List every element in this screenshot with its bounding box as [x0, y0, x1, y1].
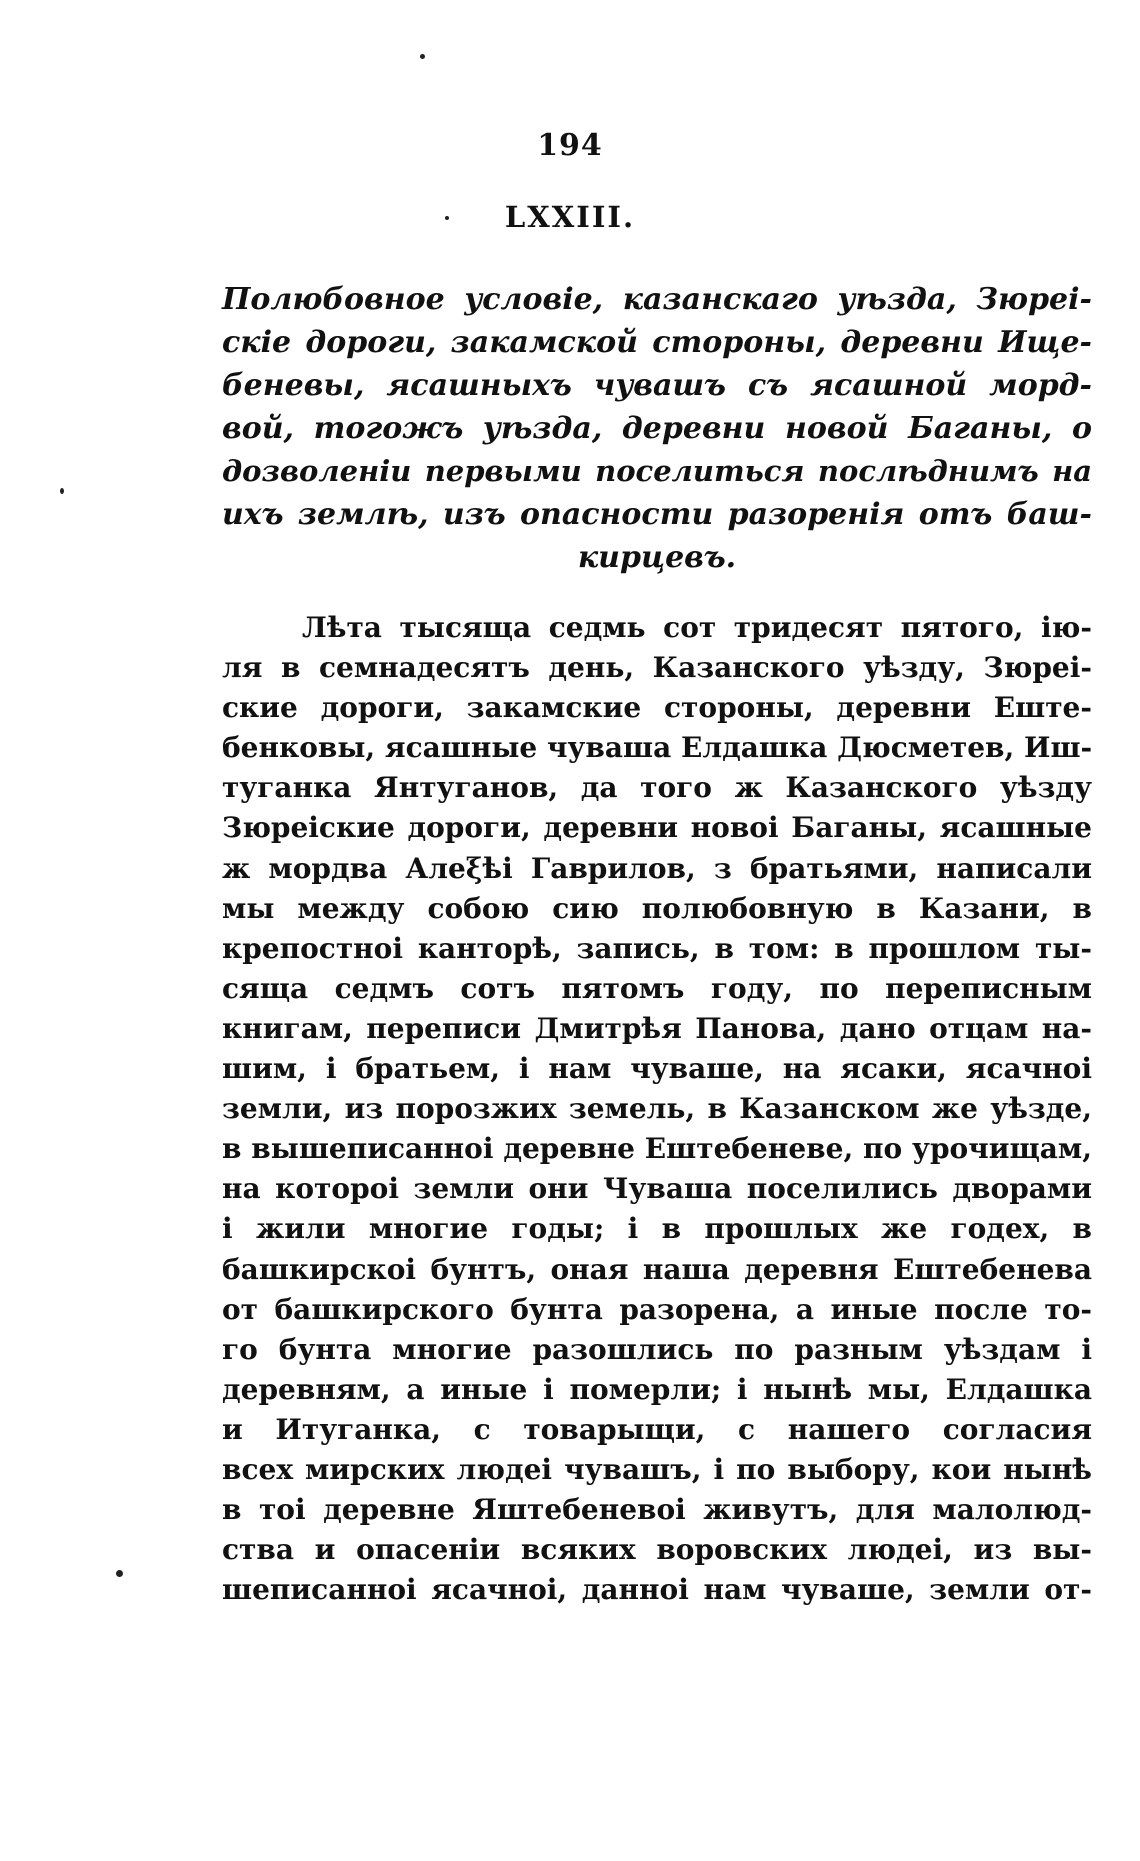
body-text — [222, 608, 1092, 1610]
body-line: в вышеписанноі деревне Ештебеневе, по урочищам, — [222, 1132, 1092, 1166]
heading-line: Полюбовное условіе, казанскаго уѣзда, Зюреі- — [222, 282, 1092, 317]
body-line: мы между собою сию полюбовную в Казани, в — [222, 891, 1092, 925]
body-line: ля в семнадесятъ день, Казанского уѣзду, Зюреі- — [222, 651, 1092, 685]
body-line: го бунта многие разошлись по разным уѣздам і — [222, 1332, 1092, 1366]
body-line: ские дороги, закамские стороны, деревни Ештe- — [222, 691, 1092, 725]
body-line: Лѣта тысяща седмь сот тридесят пятого, ію- — [302, 611, 1092, 644]
body-line: туганка Янтуганов, да того ж Казанского уѣзду — [222, 771, 1092, 805]
body-line: ства и опасенiи всяких воровских людеі, из вы- — [222, 1533, 1092, 1567]
heading-line: беневы, ясашныхъ чувашъ съ ясашной морд- — [222, 368, 1092, 403]
body-line: крепостноі канторѣ, запись, в том: в прошлом ты- — [222, 931, 1092, 965]
body-line: ж мордва Алеξѣі Гаврилов, з братьями, написали — [222, 851, 1092, 885]
heading-line: кирцевъ. — [577, 540, 737, 575]
page-number: 194 — [537, 128, 603, 163]
body-line: в тоі деревне Яштебеневоі живутъ, для малолюд- — [222, 1493, 1092, 1527]
body-line: шим, і братьем, і нам чуваше, на ясаки, ясачноі — [222, 1052, 1092, 1086]
heading-line: вой, тогожъ уѣзда, деревни новой Баганы, о — [222, 411, 1092, 446]
body-line: и Итуганка, с товарыщи, с нашего согласия — [222, 1412, 1092, 1446]
body-line: земли, из порозжих земель, в Казанском же уѣзде, — [222, 1092, 1092, 1126]
body-line: на которoі земли они Чуваша поселились дворами — [222, 1172, 1092, 1206]
body-line: шеписанноі ясачноі, данноі нам чуваше, земли от- — [222, 1573, 1092, 1607]
document-heading — [222, 278, 1092, 579]
body-line: от башкирского бунта разорена, а иные после то- — [222, 1292, 1092, 1326]
scan-speck — [116, 1570, 123, 1577]
heading-line: дозволеніи первыми поселиться послѣднимъ на — [222, 454, 1092, 488]
body-line: сяща седмъ сотъ пятомъ году, по переписным — [222, 971, 1092, 1005]
body-line: і жили многие годы; і в прошлых же годех, в — [222, 1212, 1092, 1246]
heading-line: ихъ землѣ, изъ опасности разоренія отъ баш- — [222, 497, 1092, 532]
scan-speck — [420, 54, 425, 59]
body-line: всех мирских людеі чувашъ, і по выбору, кои нынѣ — [222, 1452, 1092, 1486]
scan-speck — [445, 216, 449, 220]
body-line: башкирскоі бунтъ, оная наша деревня Ештебенева — [222, 1252, 1092, 1286]
body-line: бенковы, ясашные чуваша Елдашка Дюсметев, Иш- — [222, 731, 1093, 765]
heading-line: скіе дороги, закамской стороны, деревни Ище- — [222, 325, 1092, 360]
body-line: книгам, переписи Дмитрѣя Панова, дано отцам на- — [222, 1011, 1092, 1045]
body-line: Зюреіские дороги, деревни новоі Баганы, ясашные — [222, 811, 1092, 845]
body-line: деревням, а иные і померли; і нынѣ мы, Елдашка — [222, 1372, 1092, 1406]
document-number: LXXIII. — [504, 200, 636, 234]
scan-speck — [60, 488, 64, 494]
